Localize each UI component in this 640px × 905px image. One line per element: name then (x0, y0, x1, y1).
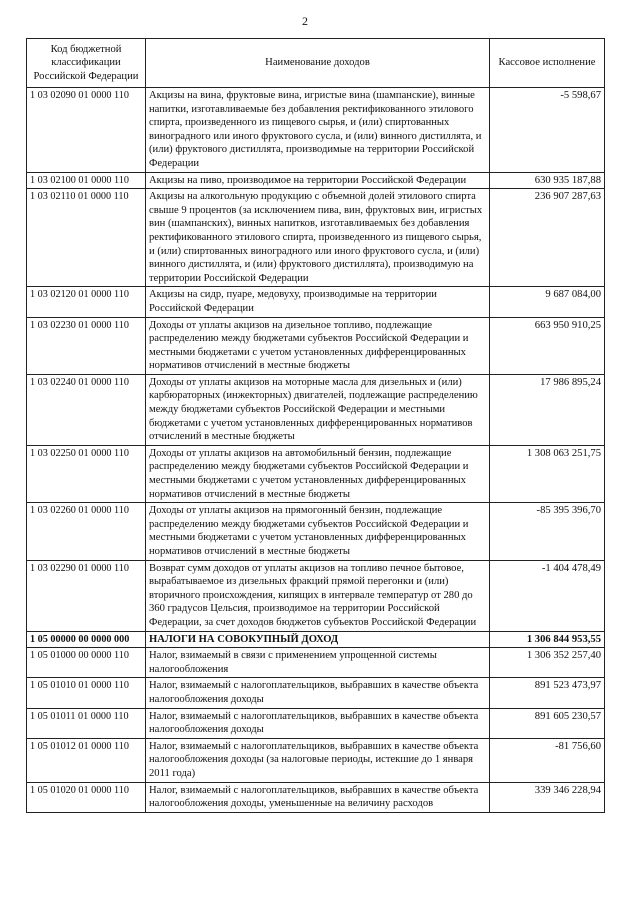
table-row (27, 445, 605, 502)
table-row (27, 172, 605, 189)
row-name: Доходы от уплаты акцизов на автомобильный бензин, подлежащие распределению между бюджетами субъектов Российской Федерации и местными бюджетами с учетом установленных дифференцированных нормативов отчислений в местные бюджеты (146, 445, 490, 502)
table-row (27, 560, 605, 631)
row-amount: 9 687 084,00 (490, 287, 605, 317)
row-code: 1 03 02100 01 0000 110 (27, 172, 146, 189)
row-code: 1 03 02120 01 0000 110 (27, 287, 146, 317)
row-amount: 1 306 352 257,40 (490, 648, 605, 678)
row-code: 1 03 02290 01 0000 110 (27, 560, 146, 631)
row-code: 1 05 01010 01 0000 110 (27, 678, 146, 708)
row-code: 1 03 02240 01 0000 110 (27, 374, 146, 445)
revenue-table (26, 38, 605, 813)
table-row (27, 374, 605, 445)
row-amount: 630 935 187,88 (490, 172, 605, 189)
row-amount: 663 950 910,25 (490, 317, 605, 374)
row-amount: -5 598,67 (490, 88, 605, 173)
row-name: Налог, взимаемый в связи с применением упрощенной системы налогообложения (146, 648, 490, 678)
table-body (27, 88, 605, 813)
row-amount: 236 907 287,63 (490, 189, 605, 287)
table-row (27, 631, 605, 648)
table-row (27, 189, 605, 287)
header-amount: Кассовое исполнение (490, 39, 605, 88)
table-row (27, 503, 605, 560)
row-amount: 1 306 844 953,55 (490, 631, 605, 648)
row-amount: 17 986 895,24 (490, 374, 605, 445)
row-code: 1 05 00000 00 0000 000 (27, 631, 146, 648)
row-code: 1 03 02230 01 0000 110 (27, 317, 146, 374)
header-code: Код бюджетной классификации Российской Федерации (27, 39, 146, 88)
row-code: 1 05 01012 01 0000 110 (27, 738, 146, 782)
row-amount: -1 404 478,49 (490, 560, 605, 631)
row-name: Акцизы на алкогольную продукцию с объемной долей этилового спирта свыше 9 процентов (за исключением пива, вин, фруктовых вин, игристых вин (шампанских), винных напитков, изготавливаемых без добавления ректификованного этилового спирта, произведенного из пищевого сырья, и (или) спиртованных виноградного или иного фруктового сусла, и (или) винного дистиллята, и (или) фруктового дистиллята), производимую на территории Российской Федерации (146, 189, 490, 287)
table-row (27, 287, 605, 317)
row-amount: 891 605 230,57 (490, 708, 605, 738)
table-header-row (27, 39, 605, 88)
row-code: 1 05 01020 01 0000 110 (27, 782, 146, 812)
row-code: 1 03 02250 01 0000 110 (27, 445, 146, 502)
row-name: Налог, взимаемый с налогоплательщиков, выбравших в качестве объекта налогообложения доходы (146, 708, 490, 738)
row-name: Налог, взимаемый с налогоплательщиков, выбравших в качестве объекта налогообложения доходы (за налоговые периоды, истекшие до 1 января 2011 года) (146, 738, 490, 782)
row-amount: 339 346 228,94 (490, 782, 605, 812)
row-amount: -81 756,60 (490, 738, 605, 782)
table-row (27, 782, 605, 812)
table-row (27, 648, 605, 678)
page-number: 2 (302, 14, 308, 28)
table-row (27, 88, 605, 173)
row-code: 1 03 02110 01 0000 110 (27, 189, 146, 287)
row-name: НАЛОГИ НА СОВОКУПНЫЙ ДОХОД (146, 631, 490, 648)
row-name: Доходы от уплаты акцизов на прямогонный бензин, подлежащие распределению между бюджетами субъектов Российской Федерации и местными бюджетами с учетом установленных дифференцированных нормативов отчислений в местные бюджеты (146, 503, 490, 560)
row-name: Акцизы на сидр, пуаре, медовуху, производимые на территории Российской Федерации (146, 287, 490, 317)
row-name: Налог, взимаемый с налогоплательщиков, выбравших в качестве объекта налогообложения доходы, уменьшенные на величину расходов (146, 782, 490, 812)
row-name: Акцизы на пиво, производимое на территории Российской Федерации (146, 172, 490, 189)
header-name: Наименование доходов (146, 39, 490, 88)
table-row (27, 317, 605, 374)
row-code: 1 05 01011 01 0000 110 (27, 708, 146, 738)
table-row (27, 708, 605, 738)
row-amount: -85 395 396,70 (490, 503, 605, 560)
row-name: Доходы от уплаты акцизов на моторные масла для дизельных и (или) карбюраторных (инжекторных) двигателей, подлежащие распределению между бюджетами субъектов Российской Федерации и местными бюджетами с учетом установленных дифференцированных нормативов отчислений в местные бюджеты (146, 374, 490, 445)
row-amount: 891 523 473,97 (490, 678, 605, 708)
row-name: Доходы от уплаты акцизов на дизельное топливо, подлежащие распределению между бюджетами субъектов Российской Федерации и местными бюджетами с учетом установленных дифференцированных нормативов отчислений в местные бюджеты (146, 317, 490, 374)
table-row (27, 678, 605, 708)
table-row (27, 738, 605, 782)
row-name: Возврат сумм доходов от уплаты акцизов на топливо печное бытовое, вырабатываемое из дизельных фракций прямой перегонки и (или) вторичного происхождения, кипящих в интервале температур от 280 до 360 градусов Цельсия, производимое на территории Российской Федерации, за счет доходов бюджетов субъектов Российской Федерации (146, 560, 490, 631)
row-amount: 1 308 063 251,75 (490, 445, 605, 502)
row-name: Акцизы на вина, фруктовые вина, игристые вина (шампанские), винные напитки, изготавливаемые без добавления ректификованного этилового спирта, произведенного из пищевого сырья, и (или) спиртованных виноградного или иного фруктового сусла, и (или) винного дистиллята, и (или) фруктового дистиллята, производимые на территории Российской Федерации (146, 88, 490, 173)
row-code: 1 03 02090 01 0000 110 (27, 88, 146, 173)
row-code: 1 03 02260 01 0000 110 (27, 503, 146, 560)
row-code: 1 05 01000 00 0000 110 (27, 648, 146, 678)
row-name: Налог, взимаемый с налогоплательщиков, выбравших в качестве объекта налогообложения доходы (146, 678, 490, 708)
